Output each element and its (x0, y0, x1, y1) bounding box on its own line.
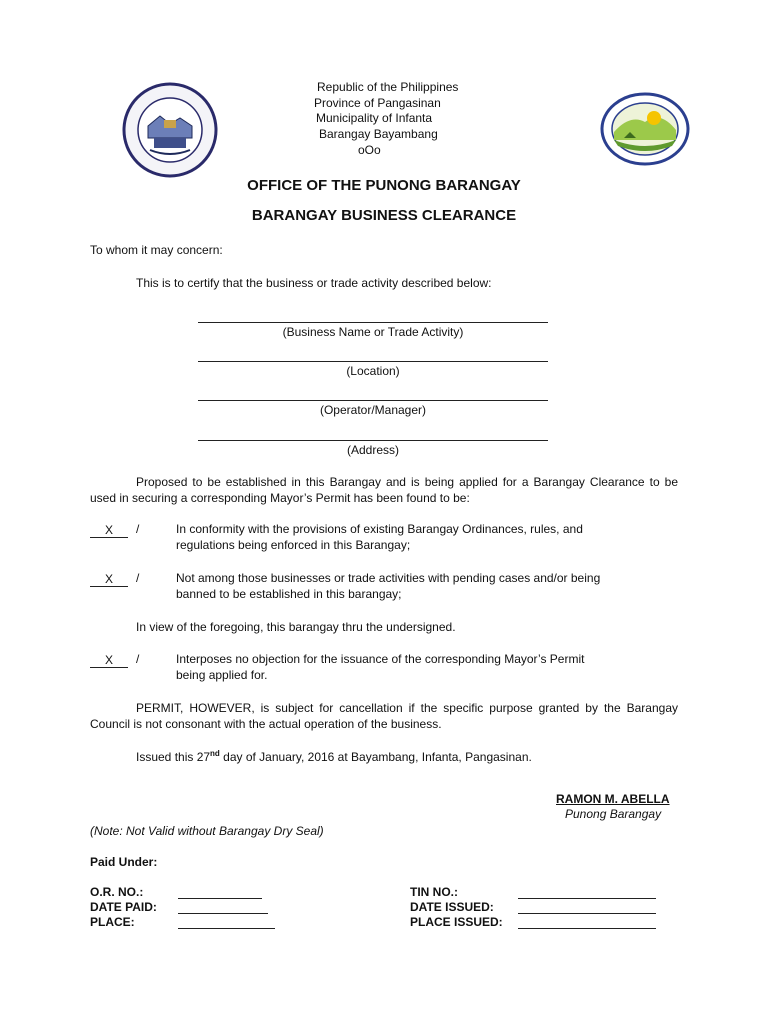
business-label: (Business Name or Trade Activity) (282, 325, 464, 339)
office-title: OFFICE OF THE PUNONG BARANGAY (247, 177, 521, 194)
issued-before: Issued this 27 (136, 750, 211, 764)
check-text-3b: being applied for. (176, 668, 268, 682)
date-issued-label: DATE ISSUED: (410, 900, 494, 914)
tin-no-label: TIN NO.: (410, 885, 458, 899)
address-line (198, 440, 548, 441)
in-view-text: In view of the foregoing, this barangay thru the undersigned. (136, 620, 456, 634)
header-province: Province of Pangasinan (314, 96, 441, 110)
place-line (178, 928, 275, 929)
signatory-title: Punong Barangay (565, 807, 662, 821)
header-ornament: oOo (358, 143, 381, 157)
date-paid-line (178, 913, 268, 914)
header-barangay: Barangay Bayambang (319, 127, 438, 141)
or-no-line (178, 898, 262, 899)
issued-text (136, 749, 532, 764)
check-mark-2: X (90, 572, 128, 587)
date-paid-label: DATE PAID: (90, 900, 157, 914)
signatory-name: RAMON M. ABELLA (556, 792, 670, 806)
header-republic: Republic of the Philippines (317, 80, 459, 94)
barangay-seal-icon (600, 92, 690, 166)
place-label: PLACE: (90, 915, 135, 929)
check-text-3a: Interposes no objection for the issuance of the corresponding Mayor’s Permit (176, 652, 585, 666)
business-line (198, 322, 548, 323)
check-text-1b: regulations being enforced in this Barangay; (176, 538, 411, 552)
paid-under-label: Paid Under: (90, 855, 158, 869)
operator-label: (Operator/Manager) (319, 403, 427, 417)
place-issued-line (518, 928, 656, 929)
location-label: (Location) (346, 364, 400, 378)
operator-line (198, 400, 548, 401)
issued-after: day of January, 2016 at Bayambang, Infanta, Pangasinan. (219, 750, 532, 764)
check-slash-2: / (136, 571, 140, 585)
date-issued-line (518, 913, 656, 914)
address-label: (Address) (346, 443, 399, 457)
municipal-seal-icon (120, 80, 220, 180)
check-slash-3: / (136, 652, 140, 666)
document-title: BARANGAY BUSINESS CLEARANCE (251, 207, 517, 224)
salutation: To whom it may concern: (90, 243, 223, 257)
or-no-label: O.R. NO.: (90, 885, 144, 899)
check-mark-1: X (90, 523, 128, 538)
place-issued-label: PLACE ISSUED: (410, 915, 503, 929)
proposed-paragraph: Proposed to be established in this Barangay and is being applied for a Barangay Clearance to be used in securing a corresponding Mayor’s Permit has been found to be: (90, 475, 678, 505)
dry-seal-note: (Note: Not Valid without Barangay Dry Seal) (90, 824, 324, 838)
header-municipality: Municipality of Infanta (316, 111, 433, 125)
location-line (198, 361, 548, 362)
tin-no-line (518, 898, 656, 899)
check-text-1a: In conformity with the provisions of existing Barangay Ordinances, rules, and (176, 522, 583, 536)
check-slash-1: / (136, 522, 140, 536)
check-text-2a: Not among those businesses or trade activities with pending cases and/or being (176, 571, 601, 585)
check-mark-3: X (90, 653, 128, 668)
check-text-2b: banned to be established in this barangay; (176, 587, 402, 601)
certify-text: This is to certify that the business or trade activity described below: (136, 276, 492, 290)
issued-sup: nd (210, 749, 220, 758)
permit-paragraph: PERMIT, HOWEVER, is subject for cancellation if the specific purpose granted by the Barangay Council is not consonant with the actual operation of the business. (90, 701, 678, 731)
